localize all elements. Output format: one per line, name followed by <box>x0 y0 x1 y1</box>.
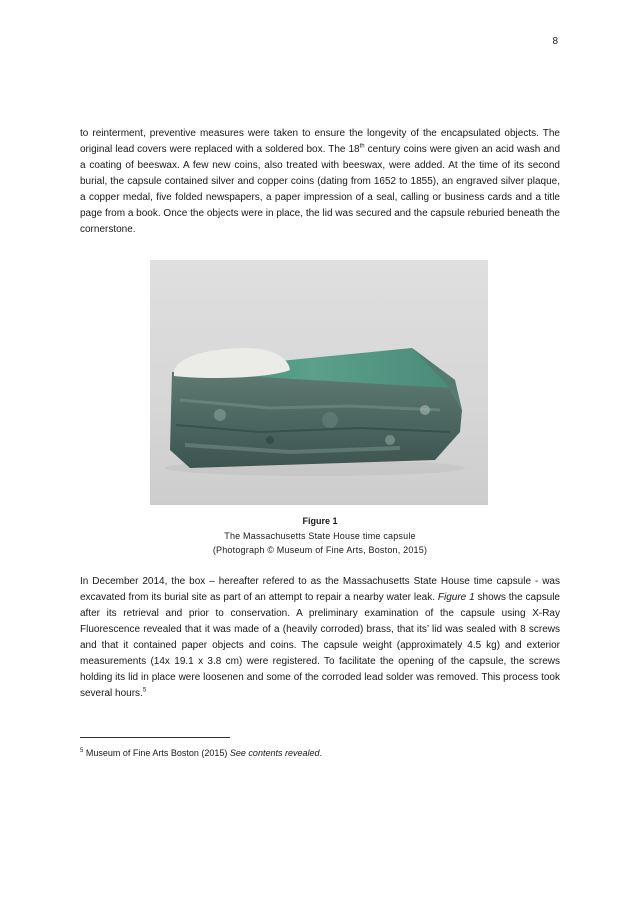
figure-credit: (Photograph © Museum of Fine Arts, Boston, 2015) <box>212 545 428 555</box>
footnote-marker: 5 <box>142 687 147 694</box>
footnote-divider <box>80 737 230 738</box>
text-line: to reinterment, preventive measures were taken to ensure the longevity of the encapsulated objects. <box>80 128 539 139</box>
figure-title: Figure 1 <box>302 516 338 526</box>
footnote-number: 5 <box>80 748 84 754</box>
figure-reference: Figure 1 <box>437 592 475 603</box>
text-rest: wash and a coating of beeswax. A few new coins, also treated with beeswax, were added. At the time of its second burial, the capsule contained silver and copper coins (dating from 1652 to 1855), an engraved silver plaque, a copper medal, five folded newspapers, a paper impression of a seal, calling or business cards and a title page from a book. Once the objects were in place, the lid was secured and the capsule reburied beneath the cornerstone. <box>80 144 561 235</box>
text-line: century coins were given an acid <box>364 144 514 155</box>
footnote-text: Museum of Fine Arts Boston (2015) <box>83 748 230 758</box>
ordinal-superscript: th <box>359 143 365 150</box>
body-paragraph <box>80 574 560 702</box>
body-paragraph <box>80 126 560 238</box>
text-part: In December 2014, the box – hereafter refered to as the Massachusetts State House time capsule - was excavated from its burial site as part of an attempt to repair a nearby water leak. <box>80 576 560 603</box>
page-number: 8 <box>552 36 558 47</box>
footnote-title: See contents revealed <box>229 748 320 758</box>
time-capsule-illustration <box>150 260 488 505</box>
time-capsule-photo <box>150 260 488 505</box>
text-part: shows the capsule after its retrieval and prior to conservation. A preliminary examination of the capsule using X-Ray Fluorescence revealed that it was made of a (heavily corroded) brass, that its’ lid was sealed with 8 screws and that it contained paper objects and coins. The capsule weight (approximately 4.5 kg) and exterior measurements (14x 19.1 x 3.8 cm) were registered. To facilitate the opening of the capsule, the screws holding its lid in place were loosenen and some of the corroded lead solder was removed. This process took several hours. <box>80 592 560 699</box>
footnote-end: . <box>319 748 322 758</box>
text-line: The original lead covers were replaced with a soldered box. The 18 <box>80 128 560 155</box>
figure-caption: The Massachusetts State House time capsule <box>224 531 416 541</box>
footnote <box>80 748 322 758</box>
